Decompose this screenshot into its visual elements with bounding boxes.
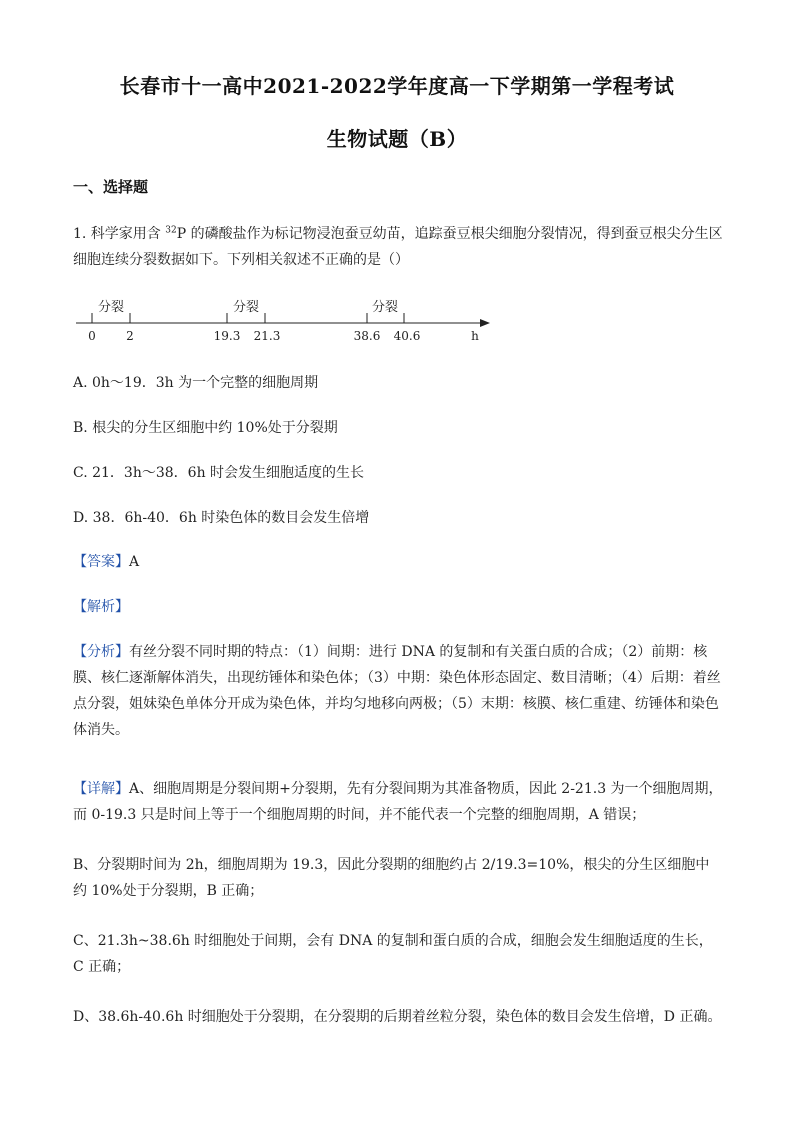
segment-label-2: 分裂 — [232, 300, 260, 315]
timeline-arrow-icon — [480, 319, 490, 327]
detail-d: D、38.6h-40.6h 时细胞处于分裂期，在分裂期的后期着丝粒分裂，染色体的数目会发生倍增，D 正确。 — [73, 1009, 722, 1025]
answer-value: A — [129, 554, 140, 570]
question-prefix: 1. 科学家用含 — [73, 226, 166, 242]
detail-a — [73, 776, 723, 828]
tick-label-40-6: 40.6 — [393, 329, 421, 343]
xiangjie-tag: 【详解】 — [73, 781, 129, 797]
exam-title: 长春市十一高中2021-2022学年度高一下学期第一学程考试 — [119, 74, 675, 98]
option-c: C. 21．3h～38．6h 时会发生细胞适度的生长 — [73, 465, 365, 481]
option-a: A. 0h～19．3h 为一个完整的细胞周期 — [73, 375, 319, 391]
xiangjie-text: A、细胞周期是分裂间期+分裂期，先有分裂间期为其准备物质，因此 2-21.3 为一个细胞周期，而 0-19.3 只是时间上等于一个细胞周期的时间，并不能代表一个完整的细胞周期，A 错误； — [73, 781, 723, 823]
isotope-superscript: 32 — [165, 225, 177, 236]
segment-label-3: 分裂 — [371, 300, 399, 315]
segment-label-1: 分裂 — [97, 300, 125, 315]
fenxi-tag: 【分析】 — [73, 644, 129, 660]
timeline-unit: h — [471, 329, 479, 343]
option-b: B. 根尖的分生区细胞中约 10%处于分裂期 — [73, 420, 338, 436]
tick-label-19-3: 19.3 — [213, 329, 241, 343]
cell-cycle-timeline — [70, 296, 500, 346]
answer-line — [73, 551, 139, 571]
tick-label-38-6: 38.6 — [353, 329, 381, 343]
option-d: D. 38．6h-40．6h 时染色体的数目会发生倍增 — [73, 510, 370, 526]
tick-label-2: 2 — [126, 329, 134, 343]
analysis-tag: 【解析】 — [73, 599, 129, 615]
section-heading: 一、选择题 — [73, 178, 149, 196]
analysis-fenxi — [73, 639, 723, 743]
fenxi-text: 有丝分裂不同时期的特点：（1）间期：进行 DNA 的复制和有关蛋白质的合成；（2）前期：核膜、核仁逐渐解体消失，出现纺锤体和染色体；（3）中期：染色体形态固定、数目清晰；（4）后期：着丝点分裂，姐妹染色单体分开成为染色体，并均匀地移向两极；（5）末期：核膜、核仁重建、纺锤体和染色体消失。 — [73, 644, 721, 738]
answer-tag: 【答案】 — [73, 554, 129, 570]
tick-label-0: 0 — [88, 329, 96, 343]
tick-label-21-3: 21.3 — [253, 329, 281, 343]
question-stem — [73, 221, 723, 273]
detail-c: C、21.3h~38.6h 时细胞处于间期，会有 DNA 的复制和蛋白质的合成，细胞会发生细胞适度的生长，C 正确； — [73, 933, 713, 975]
detail-b: B、分裂期时间为 2h，细胞周期为 19.3，因此分裂期的细胞约占 2/19.3=10%，根尖的分生区细胞中约 10%处于分裂期，B 正确； — [73, 857, 710, 899]
analysis-line — [73, 596, 129, 616]
question-suffix: P 的磷酸盐作为标记物浸泡蚕豆幼苗，追踪蚕豆根尖细胞分裂情况，得到蚕豆根尖分生区细胞连续分裂数据如下。下列相关叙述不正确的是（） — [73, 226, 723, 268]
exam-subtitle: 生物试题（B） — [326, 127, 468, 151]
